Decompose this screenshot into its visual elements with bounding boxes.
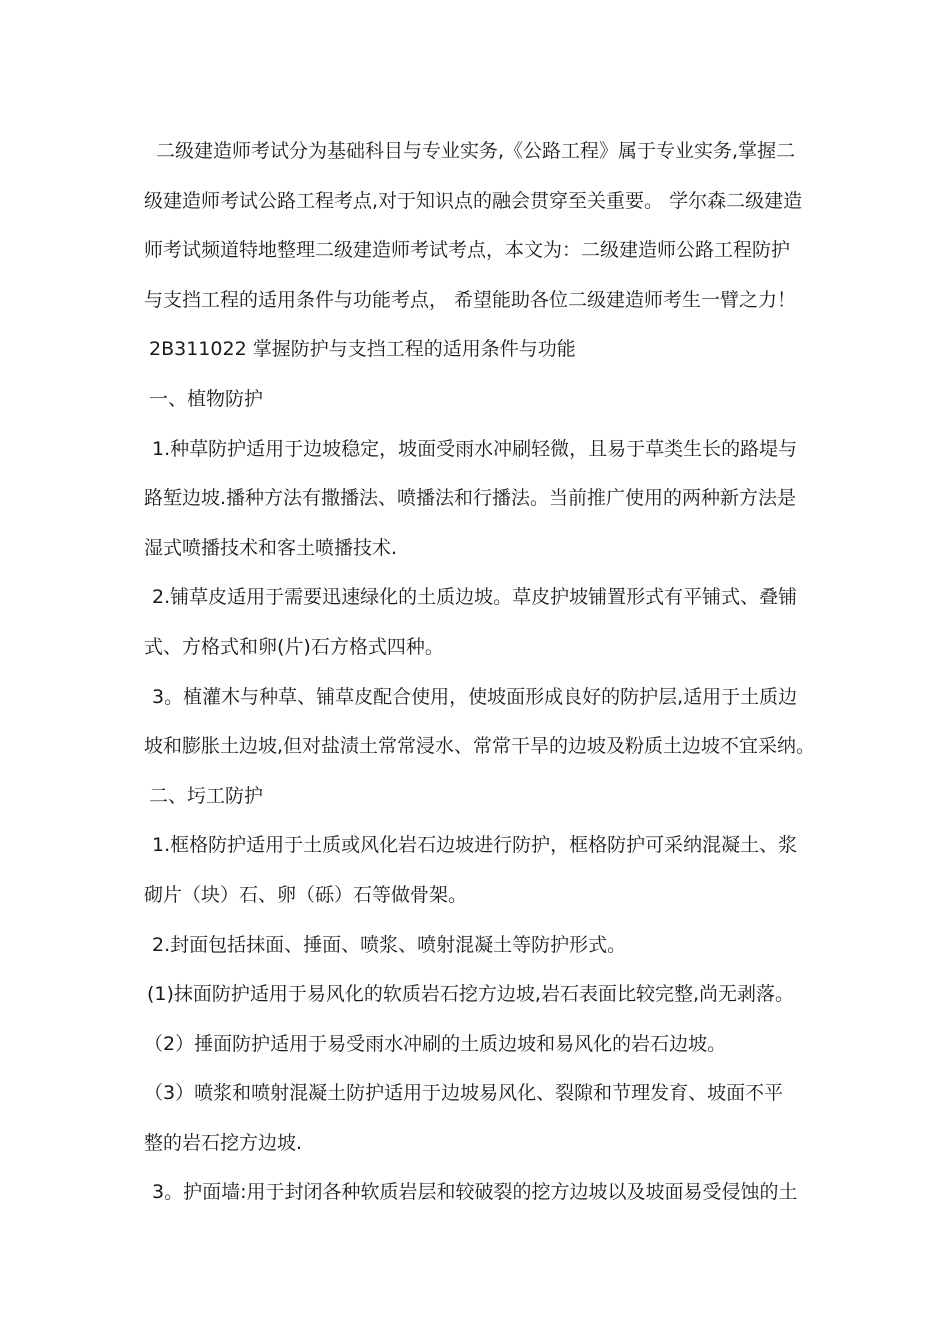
paragraph-line: 整的岩石挖方边坡. (144, 1131, 303, 1154)
paragraph-line: (1)抹面防护适用于易风化的软质岩石挖方边坡,岩石表面比较完整,尚无剥落。 (147, 983, 794, 1006)
paragraph-line: 1.框格防护适用于土质或风化岩石边坡进行防护，框格防护可采纳混凝土、浆 (152, 834, 798, 857)
section-heading-plant-protection: 一、植物防护 (149, 387, 264, 410)
paragraph-line: 2.铺草皮适用于需要迅速绿化的土质边坡。草皮护坡铺置形式有平铺式、叠铺 (152, 586, 798, 609)
document-body (144, 127, 816, 1218)
intro-paragraph-line: 与支挡工程的适用条件与功能考点， 希望能助各位二级建造师考生一臂之力！ (144, 288, 797, 311)
paragraph-line: 湿式喷播技术和客土喷播技术. (144, 536, 398, 559)
intro-paragraph-line: 二级建造师考试分为基础科目与专业实务,《公路工程》属于专业实务,掌握二 (156, 140, 796, 162)
paragraph-line: 2.封面包括抹面、捶面、喷浆、喷射混凝土等防护形式。 (152, 933, 627, 956)
paragraph-line: （3）喷浆和喷射混凝土防护适用于边坡易风化、裂隙和节理发育、坡面不平 (144, 1082, 784, 1105)
paragraph-line: 坡和膨胀土边坡,但对盐渍土常常浸水、常常干旱的边坡及粉质土边坡不宜采纳。 (144, 735, 816, 758)
paragraph-line: 砌片（块）石、卵（砾）石等做骨架。 (144, 883, 468, 906)
intro-paragraph-line: 级建造师考试公路工程考点,对于知识点的融会贯穿至关重要。 学尔森二级建造 (144, 189, 803, 212)
paragraph-line: 路堑边坡.播种方法有撒播法、喷播法和行播法。当前推广使用的两种新方法是 (144, 487, 797, 510)
paragraph-line: 3。植灌木与种草、铺草皮配合使用，使坡面形成良好的防护层,适用于土质边 (152, 685, 798, 708)
section-heading-masonry-protection: 二、圬工防护 (149, 784, 264, 807)
intro-paragraph-line: 师考试频道特地整理二级建造师考试考点，本文为：二级建造师公路工程防护 (144, 239, 791, 262)
paragraph-line: 3。护面墙:用于封闭各种软质岩层和较破裂的挖方边坡以及坡面易受侵蚀的土 (152, 1181, 798, 1204)
section-code-heading: 2B311022 掌握防护与支挡工程的适用条件与功能 (149, 338, 576, 361)
paragraph-line: 式、方格式和卵(片)石方格式四种。 (144, 635, 444, 658)
paragraph-line: 1.种草防护适用于边坡稳定，坡面受雨水冲刷轻微，且易于草类生长的路堤与 (152, 437, 798, 460)
paragraph-line: （2）捶面防护适用于易受雨水冲刷的土质边坡和易风化的岩石边坡。 (144, 1032, 727, 1055)
